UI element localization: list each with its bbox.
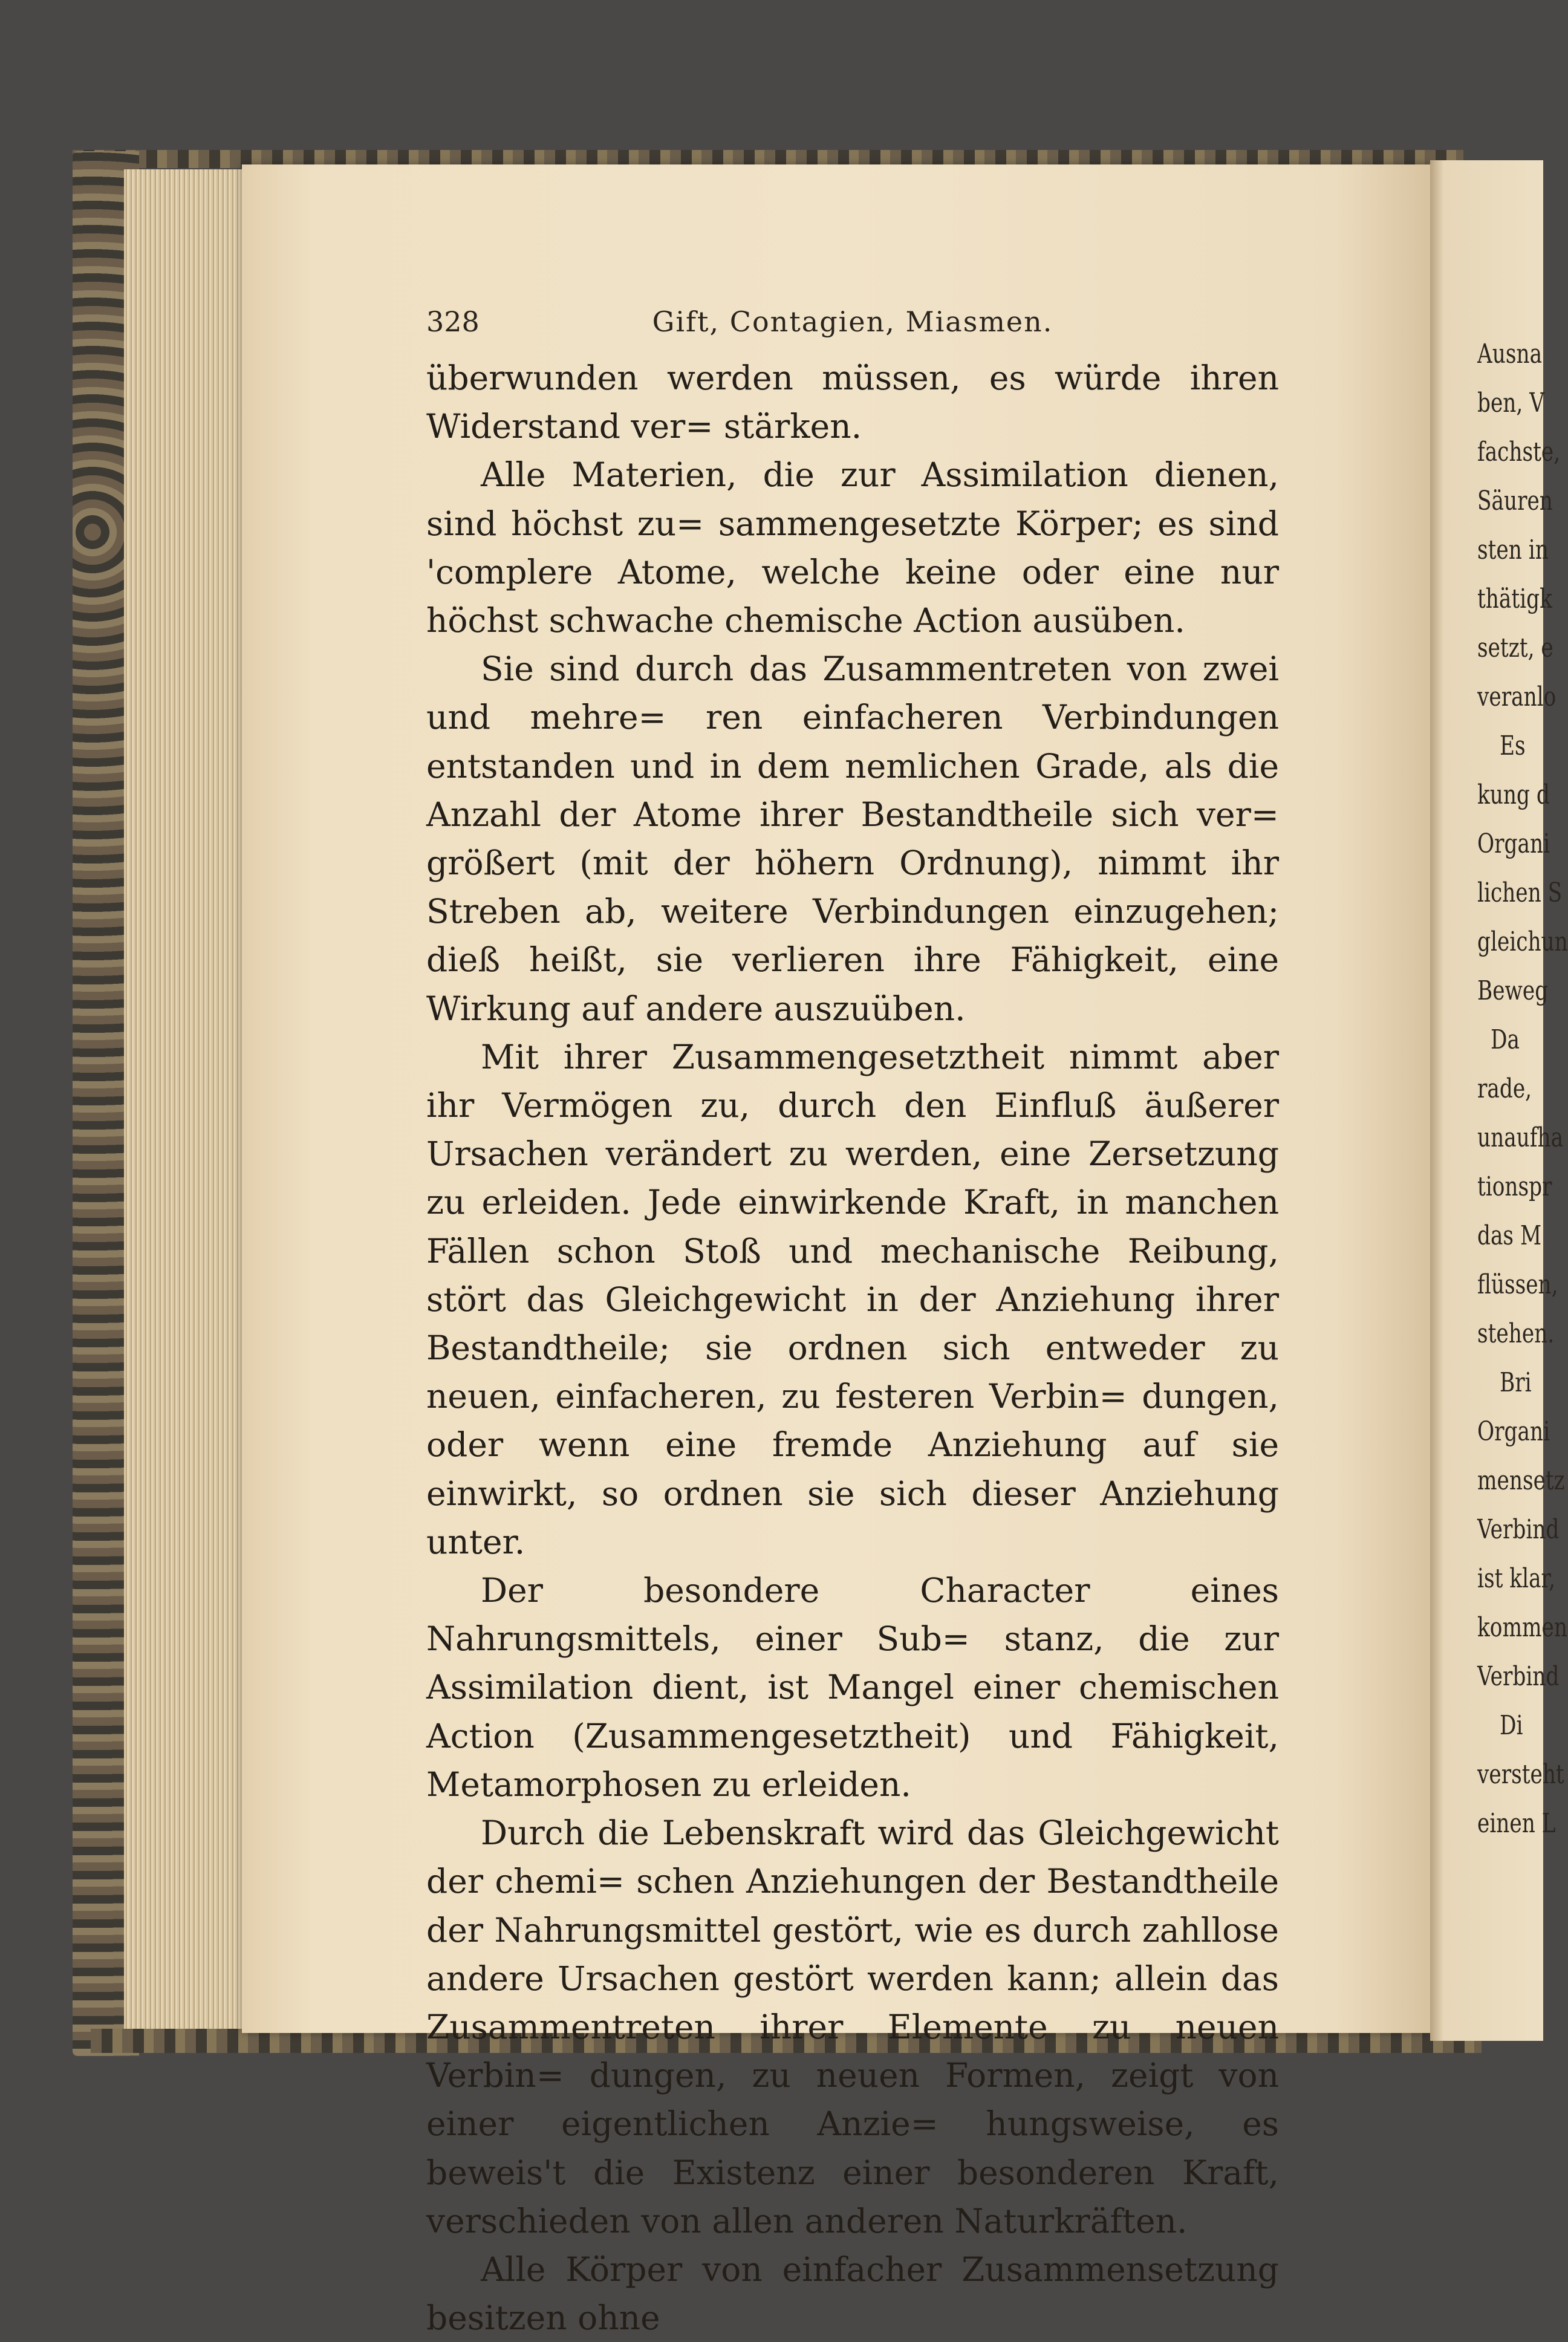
next-page-text-fragment: Organi xyxy=(1477,828,1550,859)
next-page-text-fragment: flüssen, xyxy=(1477,1269,1558,1300)
next-page-text-fragment: stehen. xyxy=(1477,1318,1555,1349)
paragraph: Sie sind durch das Zusammentreten von zwei und mehre= ren einfacheren Verbindungen entstanden und in dem nemlichen Grade, als die Anzahl der Atome ihrer Bestandtheile sich ver= größert (mit der höhern Ordnung), nimmt ihr Streben ab, weitere Verbindungen einzugehen; dieß heißt, sie verlieren ihre Fähigkeit, eine Wirkung auf andere auszuüben. xyxy=(426,649,1279,1028)
next-page-text-fragment: versteht xyxy=(1477,1759,1564,1790)
next-page-text-fragment: das M xyxy=(1477,1220,1542,1251)
next-page-text-fragment: Da xyxy=(1491,1024,1520,1055)
next-page-text-fragment: gleichun xyxy=(1477,926,1568,957)
page-edges-stack xyxy=(124,169,254,2032)
paragraph: Mit ihrer Zusammengesetztheit nimmt aber ihr Vermögen zu, durch den Einfluß äußerer Ursachen verändert zu werden, eine Zersetzung zu erleiden. Jede einwirkende Kraft, in manchen Fällen schon Stoß und mechanische Reibung, stört das Gleichgewicht in der Anziehung ihrer Bestandtheile; sie ordnen sich entweder zu neuen, einfacheren, zu festeren Verbin= dungen, oder wenn eine fremde Anziehung auf sie einwirkt, so ordnen sie sich dieser Anziehung unter. xyxy=(426,1037,1279,1561)
next-page-text-fragment: Beweg xyxy=(1477,975,1549,1006)
body-text xyxy=(426,354,1279,2342)
paragraph: Alle Körper von einfacher Zusammensetzung besitzen ohne xyxy=(426,2249,1279,2338)
paragraph: überwunden werden müssen, es würde ihren Widerstand ver= stärken. xyxy=(426,359,1279,446)
next-page-text-fragment: sten in xyxy=(1477,535,1549,565)
next-page-text-fragment: rade, xyxy=(1477,1073,1532,1104)
next-page-text-fragment: unaufha xyxy=(1477,1122,1564,1153)
next-page-text-fragment: tionspr xyxy=(1477,1171,1552,1202)
next-page-text-fragment: setzt, e xyxy=(1477,633,1553,663)
next-page-text-fragment: einen L xyxy=(1477,1808,1556,1839)
next-page-text-fragment: thätigk xyxy=(1477,584,1552,614)
next-page-text-fragment: Bri xyxy=(1500,1367,1532,1398)
next-page-text-fragment: kommen xyxy=(1477,1612,1567,1643)
next-page-text-fragment: Ausna xyxy=(1477,339,1543,369)
paragraph: Der besondere Character eines Nahrungsmittels, einer Sub= stanz, die zur Assimilation dient, ist Mangel einer chemischen Action (Zusammengesetztheit) und Fähigkeit, Metamorphosen zu erleiden. xyxy=(426,1571,1279,1804)
next-page-text-fragment: fachste, xyxy=(1477,437,1561,467)
next-page-edge xyxy=(1430,160,1568,2041)
next-page-text-fragment: ist klar, xyxy=(1477,1563,1556,1594)
next-page-text-fragment: ben, V xyxy=(1477,388,1544,418)
page-number: 328 xyxy=(426,305,480,338)
page-header xyxy=(426,305,1279,342)
running-title: Gift, Contagien, Miasmen. xyxy=(652,305,1053,338)
next-page-text-fragment: Di xyxy=(1500,1710,1523,1741)
paragraph: Alle Materien, die zur Assimilation dienen, sind höchst zu= sammengesetzte Körper; es sind 'complere Atome, welche keine oder eine nur höchst schwache chemische Action ausüben. xyxy=(426,455,1279,640)
next-page-text-fragment: mensetz xyxy=(1477,1465,1565,1496)
next-page-text-fragment: Verbind xyxy=(1477,1661,1560,1692)
paragraph: Durch die Lebenskraft wird das Gleichgewicht der chemi= schen Anziehungen der Bestandtheile der Nahrungsmittel gestört, wie es durch zahllose andere Ursachen gestört werden kann; allein das Zusammentreten ihrer Elemente zu neuen Verbin= dungen, zu neuen Formen, zeigt von einer eigentlichen Anzie= hungsweise, es beweis't die Existenz einer besonderen Kraft, verschieden von allen anderen Naturkräften. xyxy=(426,1813,1279,2240)
next-page-text-fragment: Es xyxy=(1500,730,1526,761)
next-page-text-fragment: Säuren xyxy=(1477,486,1553,516)
next-page-text-fragment: lichen S xyxy=(1477,877,1563,908)
next-page-text-fragment: kung d xyxy=(1477,779,1550,810)
next-page-text-fragment: Organi xyxy=(1477,1416,1550,1447)
next-page-text-fragment: Verbind xyxy=(1477,1514,1560,1545)
next-page-text-fragment: veranlo xyxy=(1477,681,1557,712)
